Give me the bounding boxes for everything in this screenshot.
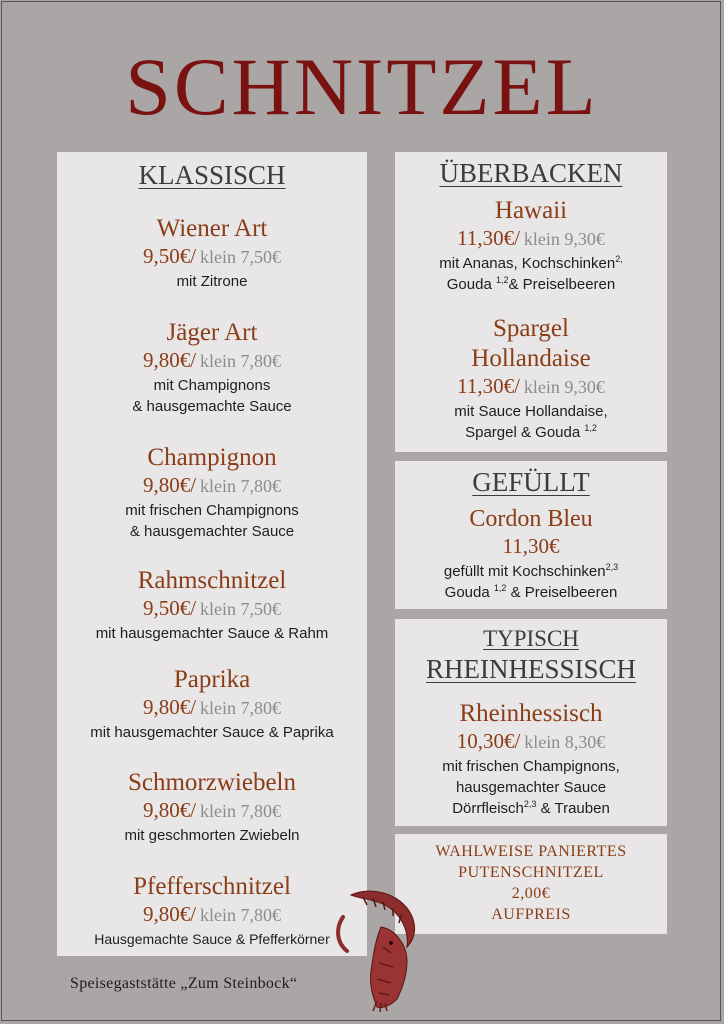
item-desc: Dörrfleisch$^{2,3}$ & Trauben	[452, 799, 610, 817]
item-name: Cordon Bleu	[469, 506, 593, 532]
footer-restaurant-name: Speisegaststätte „Zum Steinbock“	[70, 975, 298, 992]
menu-item-jaeger	[57, 318, 367, 417]
menu-item-spargel	[395, 314, 667, 443]
rheinhessisch-heading: RHEINHESSISCH	[425, 654, 637, 684]
typisch-panel	[395, 619, 667, 826]
item-name: Spargel	[493, 315, 569, 342]
menu-item-rahm	[57, 566, 367, 644]
item-desc: hausgemachter Sauce	[455, 779, 607, 796]
item-name: Paprika	[173, 666, 251, 693]
item-name: Hollandaise	[471, 345, 591, 372]
ibex-icon	[333, 887, 428, 1012]
item-desc: Spargel & Gouda $^{1,2}$	[465, 423, 597, 441]
item-name: Champignon	[147, 444, 277, 471]
wahlweise-line: WAHLWEISE PANIERTES	[435, 843, 627, 860]
menu-item-pfeffer	[57, 872, 367, 950]
item-small-price: klein 8,30€	[524, 732, 606, 752]
item-small-price: klein 7,50€	[200, 599, 282, 619]
item-small-price: klein 9,30€	[523, 377, 605, 397]
item-name: Hawaii	[494, 197, 568, 224]
item-price: 9,80€/	[142, 902, 197, 926]
item-desc: mit Zitrone	[176, 273, 248, 290]
item-desc: & hausgemachter Sauce	[129, 523, 295, 540]
item-small-price: klein 7,80€	[200, 905, 282, 925]
ueberbacken-heading: ÜBERBACKEN	[439, 158, 623, 188]
item-small-price: klein 7,50€	[200, 247, 282, 267]
item-price: 11,30€/	[457, 226, 520, 250]
menu-item-schmorzwiebeln	[57, 768, 367, 846]
klassisch-panel	[57, 152, 367, 956]
menu-item-hawaii	[395, 196, 667, 295]
gefuellt-heading: GEFÜLLT	[472, 467, 590, 497]
item-name: Wiener Art	[156, 215, 268, 242]
wahlweise-panel	[395, 834, 667, 934]
menu-item-rheinhessisch	[395, 699, 667, 819]
item-desc: mit Champignons	[153, 377, 271, 394]
item-price: 9,50€/	[142, 596, 197, 620]
item-price: 11,30€	[502, 534, 560, 558]
item-desc: mit frischen Champignons,	[442, 758, 620, 775]
item-price: 9,80€/	[142, 798, 197, 822]
item-small-price: klein 7,80€	[200, 351, 282, 371]
item-price: 10,30€/	[456, 729, 521, 753]
item-price: 9,50€/	[142, 244, 197, 268]
item-desc: Gouda $^{1,2}$& Preiselbeeren	[446, 275, 616, 293]
item-desc: mit Ananas, Kochschinken$^{2,}$	[439, 254, 623, 272]
item-name: Rheinhessisch	[459, 700, 603, 727]
menu-item-champignon	[57, 443, 367, 542]
wahlweise-line: AUFPREIS	[491, 906, 571, 923]
item-name: Rahmschnitzel	[137, 567, 287, 594]
wahlweise-line: PUTENSCHNITZEL	[458, 864, 604, 881]
menu-item-cordon-bleu	[395, 504, 667, 603]
item-price: 11,30€/	[457, 374, 520, 398]
item-desc: mit hausgemachter Sauce & Rahm	[95, 625, 329, 642]
gefuellt-panel	[395, 461, 667, 609]
klassisch-heading: KLASSISCH	[138, 160, 286, 190]
menu-item-paprika	[57, 665, 367, 743]
wahlweise-price: 2,00€	[511, 885, 551, 902]
ueberbacken-panel	[395, 152, 667, 452]
typisch-heading: TYPISCH	[483, 626, 579, 651]
item-desc: mit frischen Champignons	[125, 502, 299, 519]
item-small-price: klein 7,80€	[200, 801, 282, 821]
item-desc: Hausgemachte Sauce & Pfefferkörner	[94, 931, 330, 947]
item-name: Jäger Art	[166, 319, 258, 346]
item-desc: gefüllt mit Kochschinken$^{2,3}$	[443, 562, 619, 580]
item-desc: mit geschmorten Zwiebeln	[124, 827, 300, 844]
item-desc: mit Sauce Hollandaise,	[454, 403, 608, 420]
item-name: Schmorzwiebeln	[127, 769, 296, 796]
item-desc: mit hausgemachter Sauce & Paprika	[90, 724, 334, 741]
item-small-price: klein 7,80€	[200, 476, 282, 496]
page-title: SCHNITZEL	[125, 41, 599, 132]
item-small-price: klein 7,80€	[200, 698, 282, 718]
menu-item-wiener	[57, 214, 367, 292]
item-price: 9,80€/	[142, 473, 197, 497]
item-small-price: klein 9,30€	[523, 229, 605, 249]
item-price: 9,80€/	[142, 695, 197, 719]
item-desc: & hausgemachte Sauce	[132, 398, 292, 415]
item-price: 9,80€/	[142, 348, 197, 372]
item-name: Pfefferschnitzel	[133, 873, 291, 900]
item-desc: Gouda $^{1,2}$ & Preiselbeeren	[444, 583, 618, 601]
